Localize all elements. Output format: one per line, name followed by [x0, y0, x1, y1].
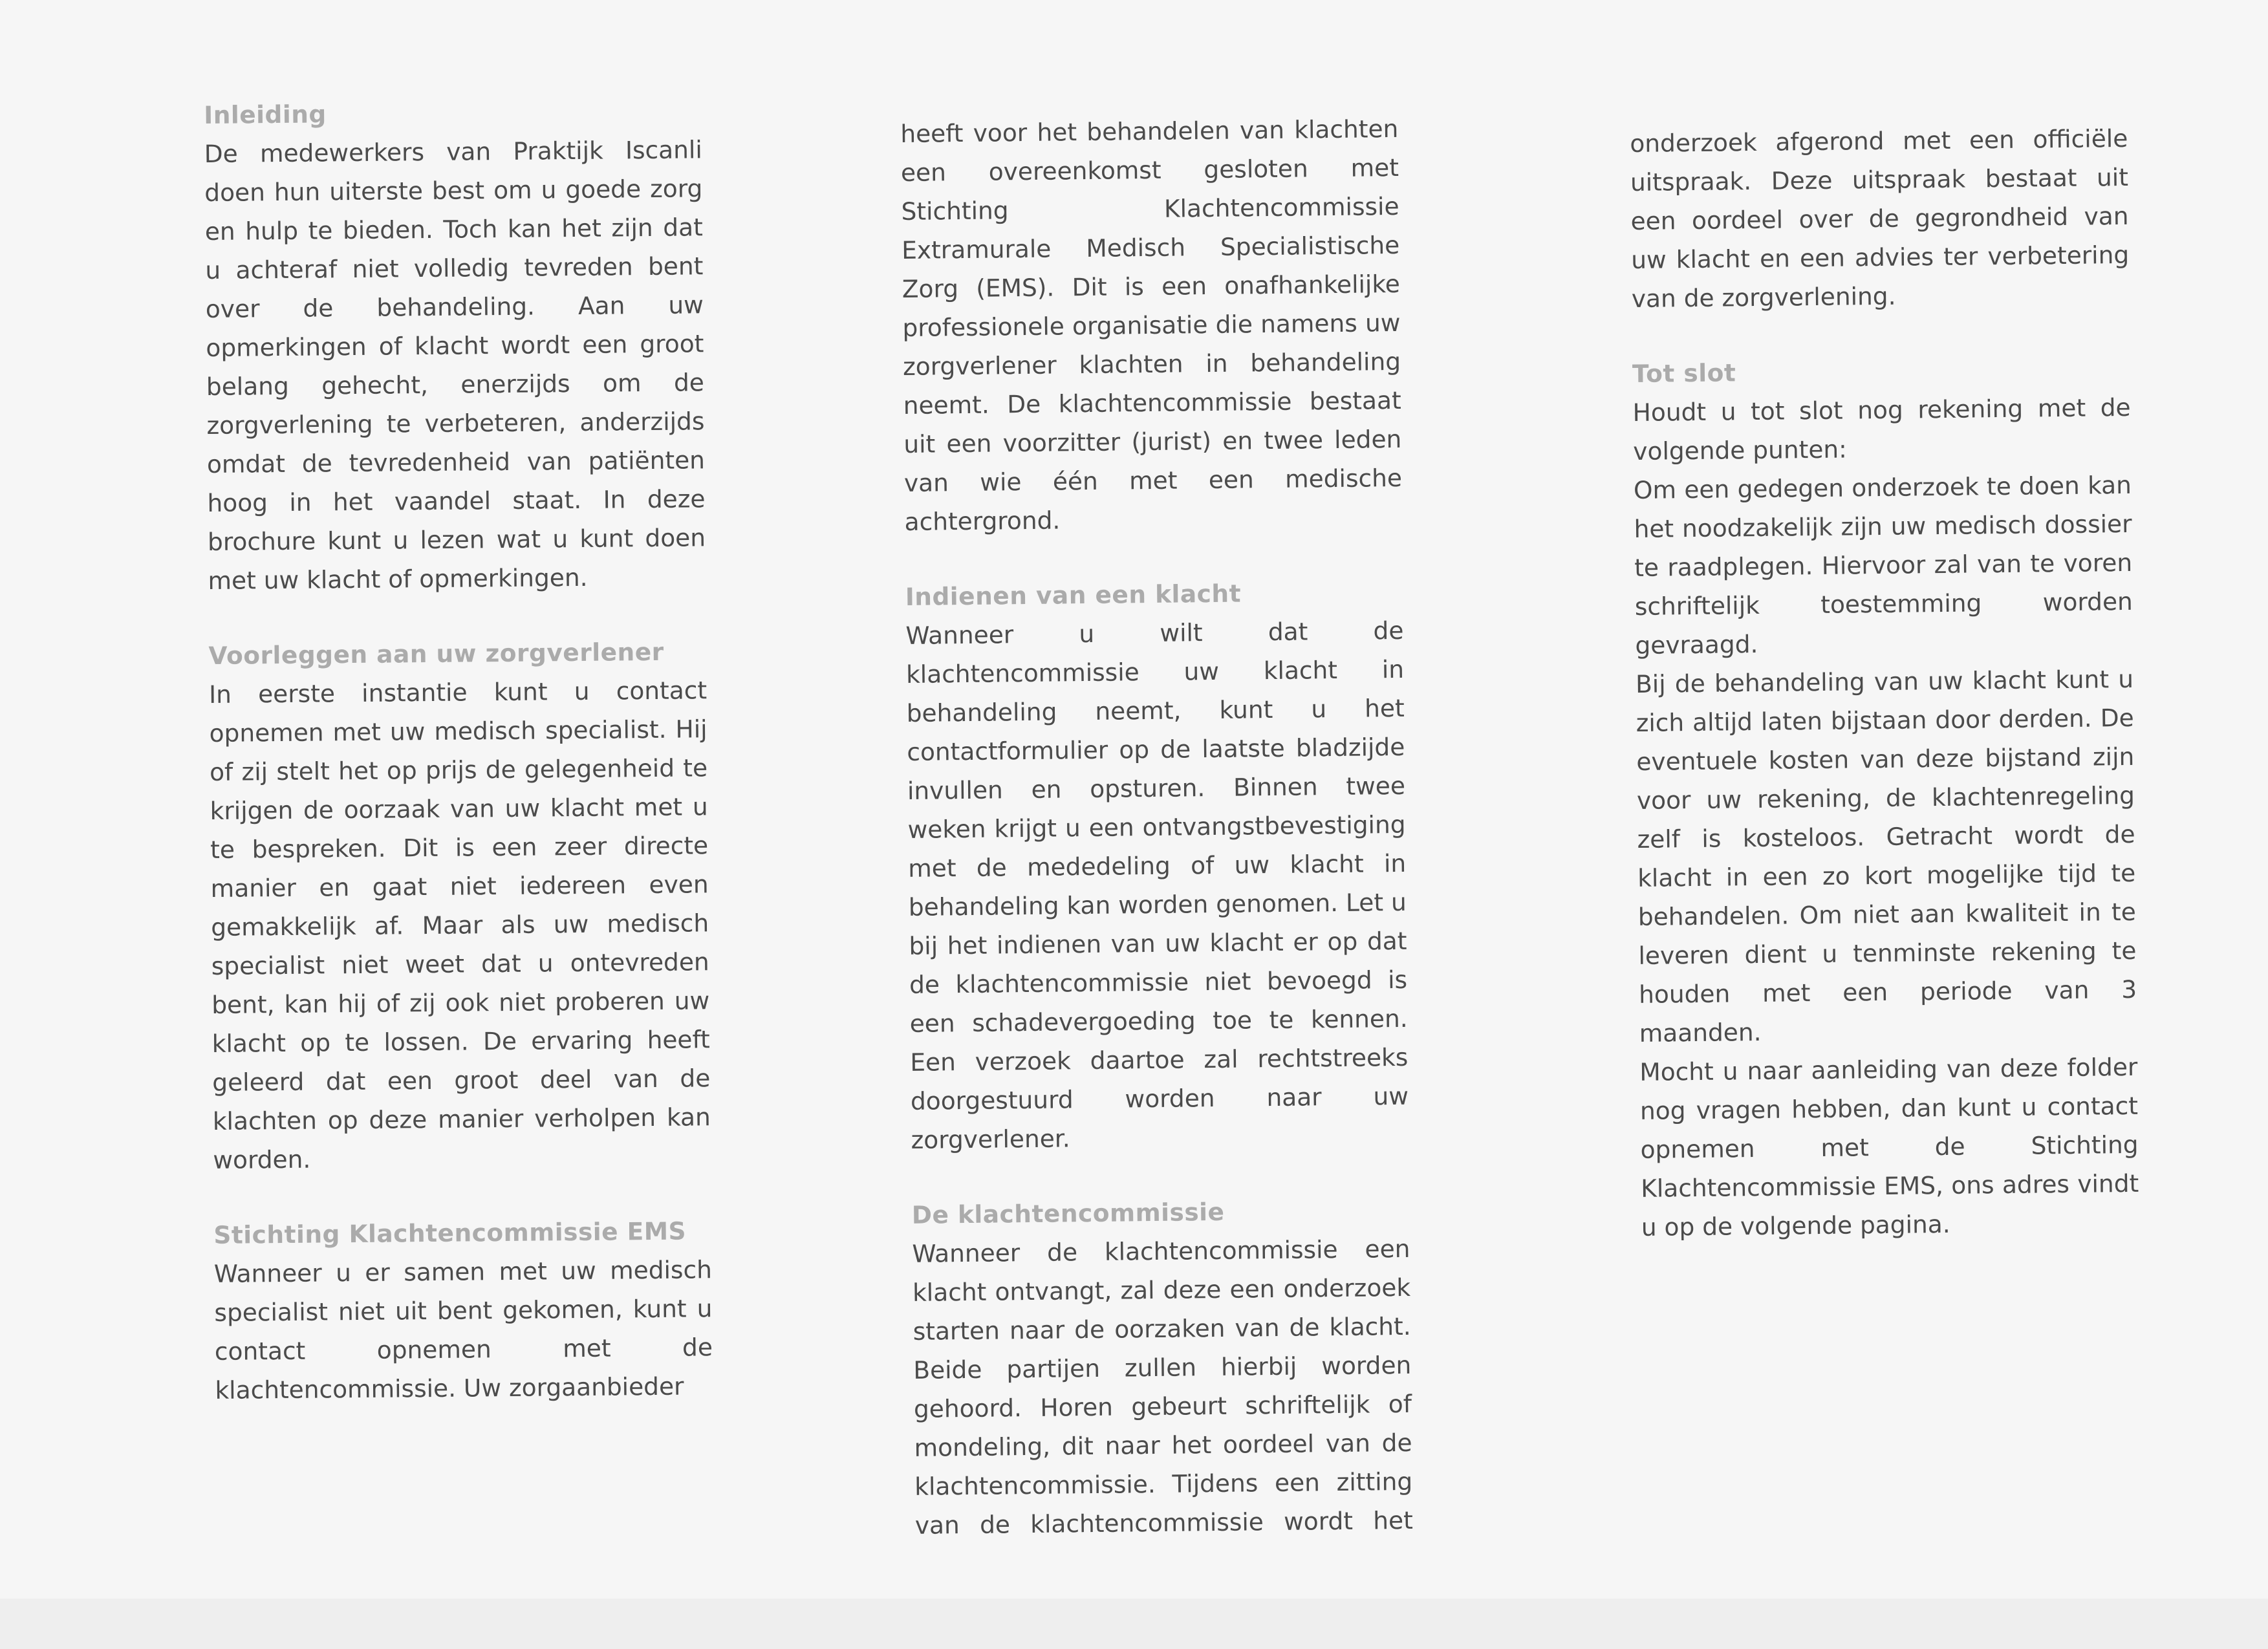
section-continuation-klachtencommissie [1630, 119, 2130, 318]
section-paragraph: heeft voor het behandelen van klachten een overeenkomst gesloten met Stichting Klachtencommissie Extramurale Medisch Specialistische Zorg (EMS). Dit is een onafhankelijke professionele organisatie die namens uw zorgverlener klachten in behandeling neemt. De klachtencommissie bestaat uit een voorzitter (jurist) en twee leden van wie één met een medische achtergrond. [900, 114, 1403, 536]
section-paragraph: Om een gedegen onderzoek te doen kan het noodzakelijk zijn uw medisch dossier te raadplegen. Hiervoor zal van te voren schriftelijk toestemming worden gevraagd. [1633, 470, 2133, 660]
section-paragraph: De medewerkers van Praktijk Iscanli doen hun uiterste best om u goede zorg en hulp te bieden. Toch kan het zijn dat u achteraf niet volledig tevreden bent over de behandeling. Aan uw opmerkingen of klacht wordt een groot belang gehecht, enerzijds om de zorgverlening te verbeteren, anderzijds omdat de tevredenheid van patiënten hoog in het vaandel staat. In deze brochure kunt u lezen wat u kunt doen met uw klacht of opmerkingen. [204, 135, 706, 595]
section-paragraph: Bij de behandeling van uw klacht kunt u zich altijd laten bijstaan door derden. De eventuele kosten van deze bijstand zijn voor uw rekening, de klachtenregeling zelf is kosteloos. Getracht wordt de klacht in een zo kort mogelijke tijd te behandelen. Om niet aan kwaliteit in te leveren dient u tenminste rekening te houden met een periode van 3 maanden. [1635, 664, 2137, 1048]
brochure-column-1 [204, 91, 713, 1446]
section-continuation-ems [900, 109, 1403, 541]
section-tot-slot [1632, 349, 2139, 1247]
section-de-klachtencommissie [912, 1191, 1414, 1545]
section-paragraph: Mocht u naar aanleiding van deze folder nog vragen hebben, dan kunt u contact opnemen met de Stichting Klachtencommissie EMS, ons adres vindt u op de volgende pagina. [1639, 1052, 2139, 1242]
section-inleiding [204, 91, 706, 600]
section-heading: Voorleggen aan uw zorgverlener [208, 637, 664, 670]
brochure-column-2 [900, 109, 1414, 1581]
section-stichting-klachtencommissie-ems [213, 1211, 713, 1410]
section-heading: Tot slot [1632, 358, 1736, 388]
section-paragraph: onderzoek afgerond met een officiële uitspraak. Deze uitspraak bestaat uit een oordeel over de gegrondheid van uw klacht en een advies ter verbetering van de zorgverlening. [1630, 124, 2130, 313]
section-indienen-van-een-klacht [905, 572, 1409, 1159]
section-heading: Stichting Klachtencommissie EMS [213, 1216, 687, 1249]
section-paragraph: Wanneer de klachtencommissie een klacht ontvangt, zal deze een onderzoek starten naar de oorzaken van de klacht. Beide partijen zullen hierbij worden gehoord. Horen gebeurt schriftelijk of mondeling, dit naar het oordeel van de klachtencommissie. Tijdens een zitting van de klachtencommissie wordt het [912, 1234, 1414, 1540]
section-paragraph: Wanneer u wilt dat de klachtencommissie uw klacht in behandeling neemt, kunt u het contactformulier op de laatste bladzijde invullen en opsturen. Binnen twee weken krijgt u een ontvangstbevestiging met de mededeling of uw klacht in behandeling kan worden genomen. Let u bij het indienen van uw klacht er op dat de klachtencommissie niet bevoegd is een schadevergoeding toe te kennen. Een verzoek daartoe zal rechtstreeks doorgestuurd worden naar uw zorgverlener. [905, 616, 1409, 1154]
section-heading: Indienen van een klacht [905, 579, 1242, 611]
section-heading: De klachtencommissie [911, 1197, 1225, 1229]
section-paragraph: Houdt u tot slot nog rekening met de volgende punten: [1632, 393, 2131, 466]
brochure-column-3 [1630, 119, 2140, 1283]
section-heading: Inleiding [204, 100, 327, 129]
section-paragraph: Wanneer u er samen met uw medisch specialist niet uit bent gekomen, kunt u contact opnemen met de klachtencommissie. Uw zorgaanbieder [213, 1255, 713, 1405]
section-paragraph: In eerste instantie kunt u contact opnemen met uw medisch specialist. Hij of zij stelt het op prijs de gelegenheid te krijgen de oorzaak van uw klacht met u te bespreken. Dit is een zeer directe manier en gaat niet iedereen even gemakkelijk af. Maar als uw medisch specialist niet weet dat u ontevreden bent, kan hij of zij ook niet proberen uw klacht op te lossen. De ervaring heeft geleerd dat een groot deel van de klachten op deze manier verholpen kan worden. [208, 676, 711, 1174]
scan-bottom-edge [0, 1599, 2268, 1649]
section-voorleggen-aan-uw-zorgverlener [208, 632, 711, 1180]
